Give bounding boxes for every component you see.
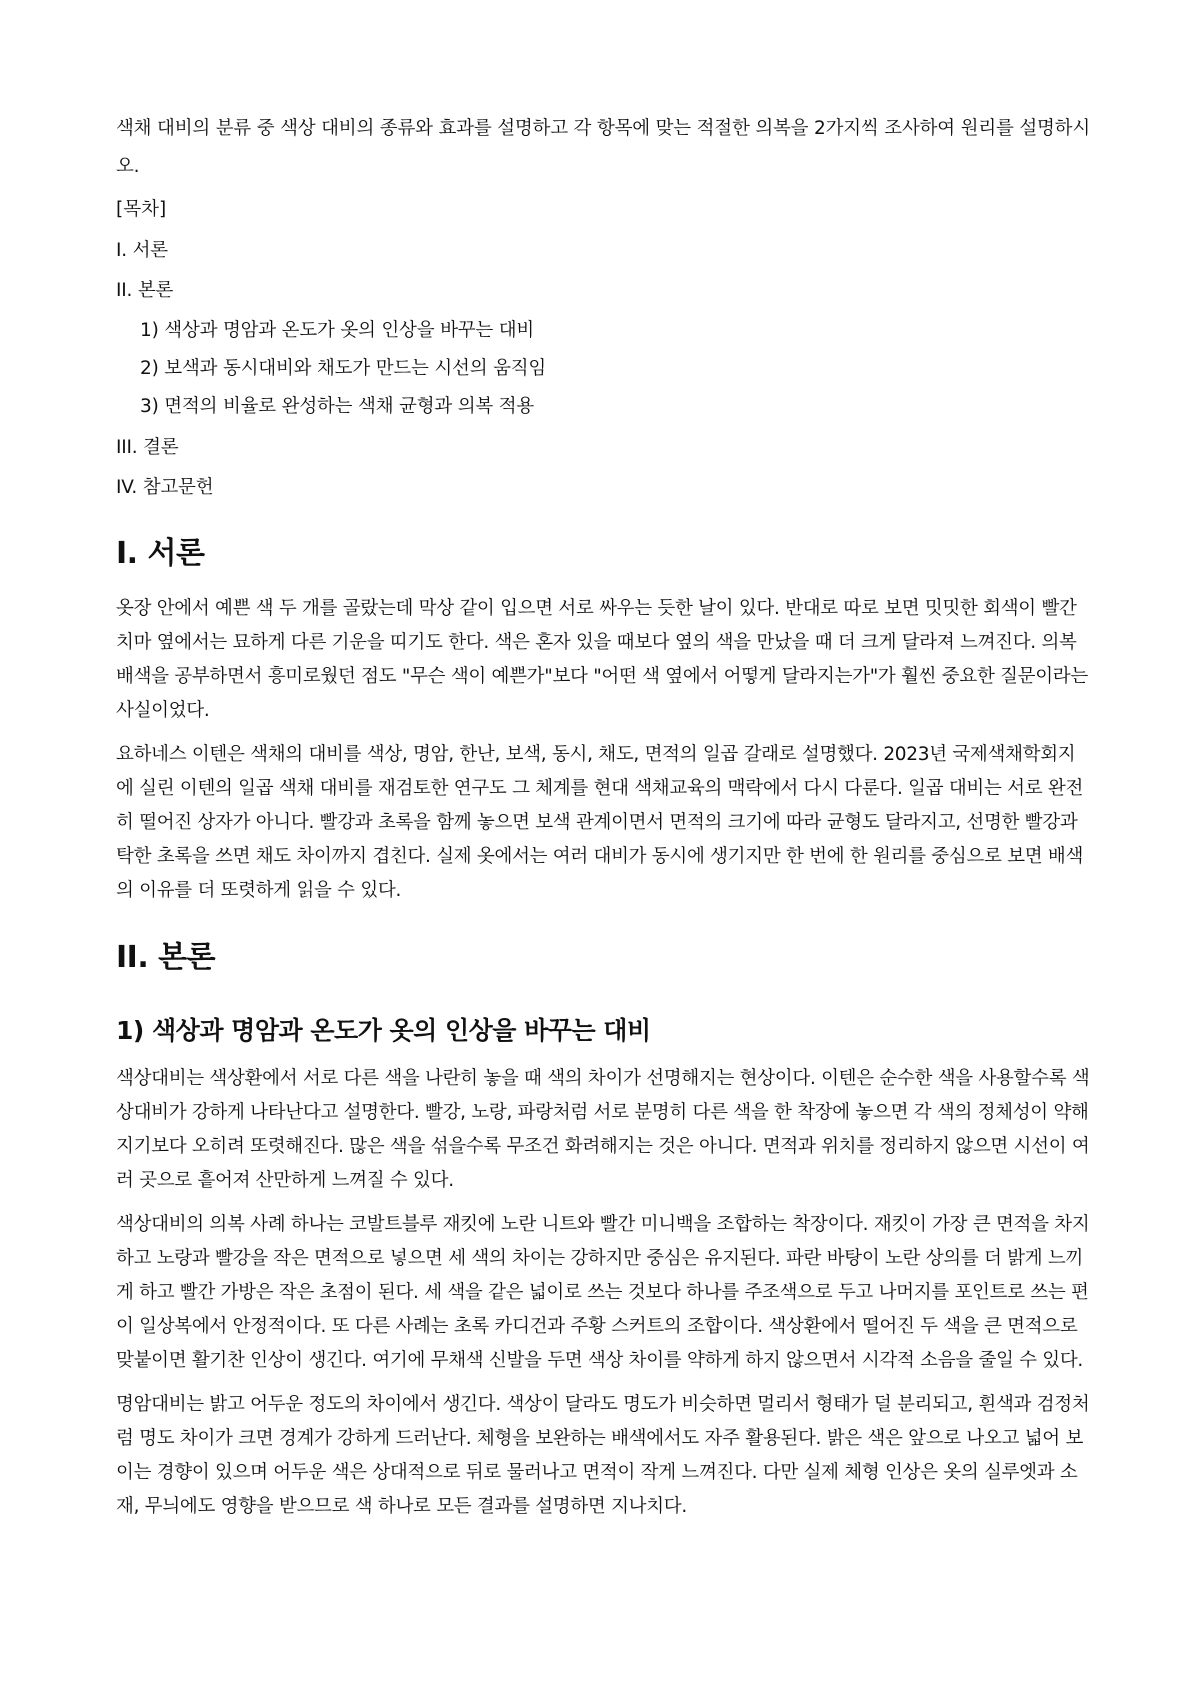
intro-heading: I. 서론 [116, 536, 205, 571]
toc-heading: [목차] [116, 199, 167, 220]
body-heading: II. 본론 [116, 940, 216, 975]
body-paragraph: 색상대비의 의복 사례 하나는 코발트블루 재킷에 노란 니트와 빨간 미니백을 조합하는 착장이다. 재킷이 가장 큰 면적을 차지하고 노랑과 빨강을 작은 면적으로 넣으면 세 색의 차이는 강하지만 중심은 유지된다. 파란 바탕이 노란 상의를 더 밝게 느끼게 하고 빨간 가방은 작은 초점이 된다. 세 색을 같은 넓이로 쓰는 것보다 하나를 주조색으로 두고 나머지를 포인트로 쓰는 편이 일상복에서 안정적이다. 또 다른 사례는 초록 카디건과 주황 스커트의 조합이다. 색상환에서 떨어진 두 색을 큰 면적으로 맞붙이면 활기찬 인상이 생긴다. 여기에 무채색 신발을 두면 색상 차이를 약하게 하지 않으면서 시각적 소음을 줄일 수 있다. [116, 1214, 1090, 1371]
intro-paragraph: 옷장 안에서 예쁜 색 두 개를 골랐는데 막상 같이 입으면 서로 싸우는 듯한 날이 있다. 반대로 따로 보면 밋밋한 회색이 빨간 치마 옆에서는 묘하게 다른 기운을 띠기도 한다. 색은 혼자 있을 때보다 옆의 색을 만났을 때 더 크게 달라져 느껴진다. 의복 배색을 공부하면서 흥미로웠던 점도 "무슨 색이 예쁜가"보다 "어떤 색 옆에서 어떻게 달라지는가"가 훨씬 중요한 질문이라는 사실이었다. [116, 598, 1088, 721]
table-of-contents [116, 235, 1092, 504]
toc-item-body-3: 3) 면적의 비율로 완성하는 색채 균형과 의복 적용 [140, 396, 535, 417]
body-paragraph: 명암대비는 밝고 어두운 정도의 차이에서 생긴다. 색상이 달라도 명도가 비슷하면 멀리서 형태가 덜 분리되고, 흰색과 검정처럼 명도 차이가 크면 경계가 강하게 드러난다. 체형을 보완하는 배색에서도 자주 활용된다. 밝은 색은 앞으로 나오고 넓어 보이는 경향이 있으며 어두운 색은 상대적으로 뒤로 물러나고 면적이 작게 느껴진다. 다만 실제 체형 인상은 옷의 실루엣과 소재, 무늬에도 영향을 받으므로 색 하나로 모든 결과를 설명하면 지나치다. [116, 1394, 1090, 1517]
assignment-prompt: 색채 대비의 분류 중 색상 대비의 종류와 효과를 설명하고 각 항목에 맞는 적절한 의복을 2가지씩 조사하여 원리를 설명하시오. [116, 118, 1091, 177]
toc-item-conclusion: III. 결론 [116, 437, 179, 458]
intro-paragraph: 요하네스 이텐은 색채의 대비를 색상, 명암, 한난, 보색, 동시, 채도, 면적의 일곱 갈래로 설명했다. 2023년 국제색채학회지에 실린 이텐의 일곱 색채 대비를 재검토한 연구도 그 체계를 현대 색채교육의 맥락에서 다시 다룬다. 일곱 대비는 서로 완전히 떨어진 상자가 아니다. 빨강과 초록을 함께 놓으면 보색 관계이면서 면적의 크기에 따라 균형도 달라지고, 선명한 빨강과 탁한 초록을 쓰면 채도 차이까지 겹친다. 실제 옷에서는 여러 대비가 동시에 생기지만 한 번에 한 원리를 중심으로 보면 배색의 이유를 더 또렷하게 읽을 수 있다. [116, 744, 1084, 901]
subsection-heading: 1) 색상과 명암과 온도가 옷의 인상을 바꾸는 대비 [116, 1016, 651, 1045]
toc-item-body-1: 1) 색상과 명암과 온도가 옷의 인상을 바꾸는 대비 [140, 320, 535, 341]
toc-item-references: IV. 참고문헌 [116, 477, 214, 498]
toc-item-body-2: 2) 보색과 동시대비와 채도가 만드는 시선의 움직임 [140, 358, 547, 379]
toc-item-body: II. 본론 [116, 280, 174, 301]
body-paragraph: 색상대비는 색상환에서 서로 다른 색을 나란히 놓을 때 색의 차이가 선명해지는 현상이다. 이텐은 순수한 색을 사용할수록 색상대비가 강하게 나타난다고 설명한다. 빨강, 노랑, 파랑처럼 서로 분명히 다른 색을 한 착장에 놓으면 각 색의 정체성이 약해지기보다 오히려 또렷해진다. 많은 색을 섞을수록 무조건 화려해지는 것은 아니다. 면적과 위치를 정리하지 않으면 시선이 여러 곳으로 흩어져 산만하게 느껴질 수 있다. [116, 1068, 1090, 1191]
toc-item-intro: I. 서론 [116, 240, 168, 261]
